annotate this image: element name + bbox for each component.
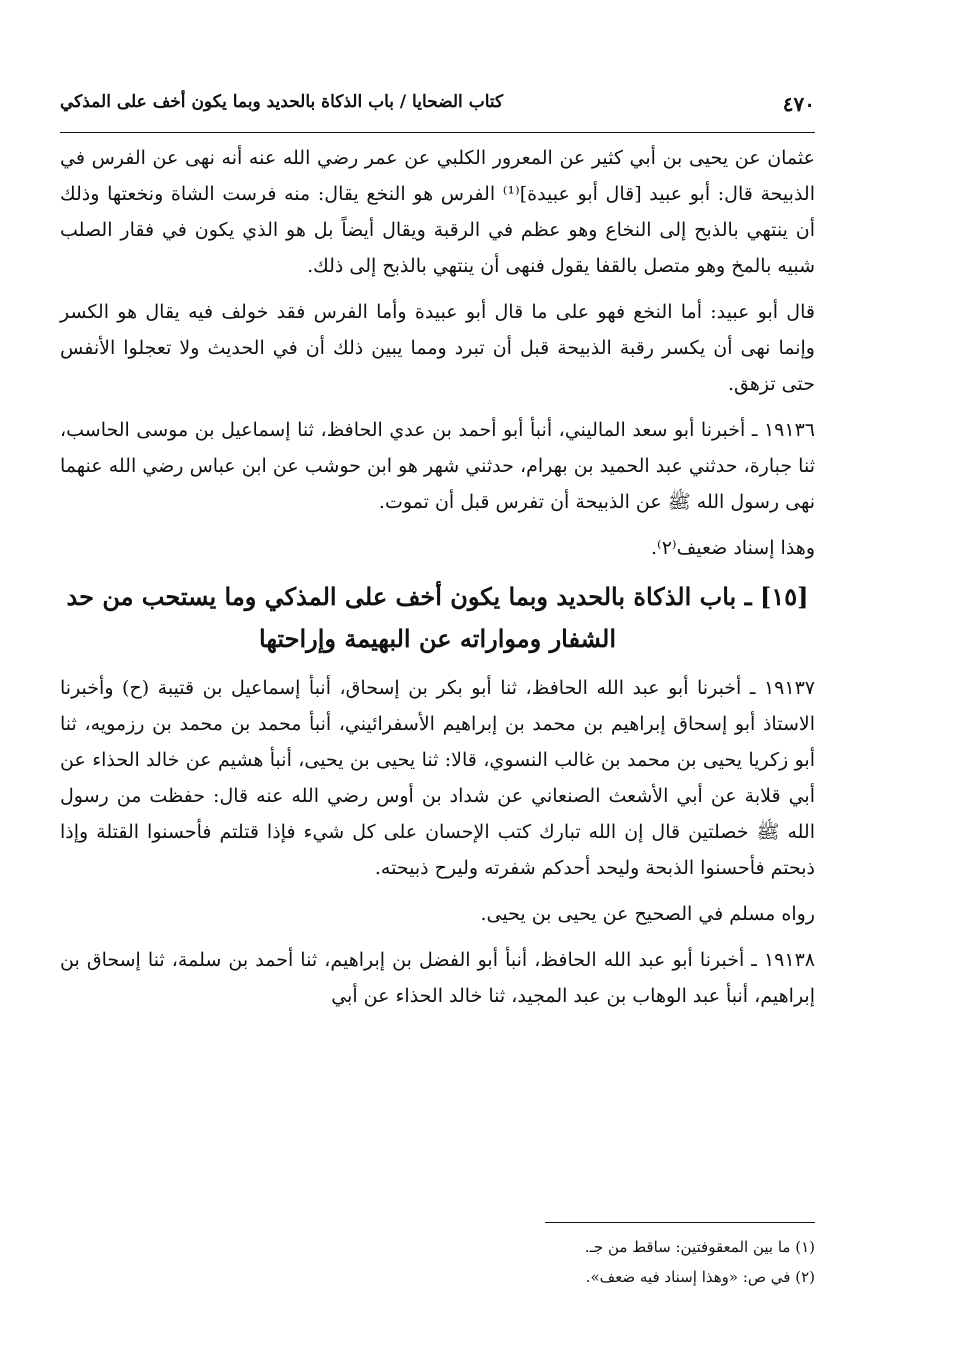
footnote: (٢) في ص: «وهذا إسناد فيه ضعف».: [585, 1268, 815, 1286]
page-header: [60, 92, 815, 133]
page-number: ٤٧٠: [782, 92, 815, 116]
paragraph: عثمان عن يحيى بن أبي كثير عن المعرور الكلبي عن عمر رضي الله عنه أنه نهى عن الفرس في الذبيحة قال: أبو عبيد [قال أبو عبيدة]⁽¹⁾ الفرس هو النخع يقال: منه فرست الشاة ونخعتها وذلك أن ينتهي بالذبح إلى النخاع وهو عظم في الرقبة ويقال أيضاً بل هو الذي يكون في فقار الصلب شبيه بالمخ وهو متصل بالقفا يقول فنهى أن ينتهي بالذبح إلى ذلك.: [60, 147, 815, 277]
footnote: (١) ما بين المعقوفتين: ساقط من جـ.: [584, 1238, 815, 1256]
paragraph: وهذا إسناد ضعيف⁽٢⁾.: [650, 537, 815, 559]
paragraph: رواه مسلم في الصحيح عن يحيى بن يحيى.: [480, 903, 815, 925]
footnotes: [60, 1232, 815, 1292]
running-title: كتاب الضحايا / باب الذكاة بالحديد وبما يكون أخف على المذكي: [60, 92, 504, 112]
main-text: [60, 140, 815, 1024]
paragraph: قال أبو عبيد: أما النخع فهو على ما قال أبو عبيدة وأما الفرس فقد خولف فيه يقال هو الكسر وإنما نهى أن يكسر رقبة الذبيحة قبل أن تبرد ومما يبين ذلك أن في الحديث ولا تعجلوا الأنفس حتى تزهق.: [60, 301, 815, 395]
hadith-paragraph: ١٩١٣٦ ـ أخبرنا أبو سعد الماليني، أنبأ أبو أحمد بن عدي الحافظ، ثنا إسماعيل بن موسى الحاسب، ثنا جبارة، حدثني عبد الحميد بن بهرام، حدثني شهر هو ابن حوشب عن ابن عباس رضي الله عنهما نهى رسول الله ﷺ عن الذبيحة أن تفرس قبل أن تموت.: [60, 419, 815, 513]
hadith-paragraph: ١٩١٣٧ ـ أخبرنا أبو عبد الله الحافظ، ثنا أبو بكر بن إسحاق، أنبأ إسماعيل بن قتيبة (ح) وأخبرنا الاستاذ أبو إسحاق إبراهيم بن محمد بن إبراهيم الأسفرائيني، أنبأ محمد بن محمد بن رزمويه، ثنا أبو زكريا يحيى بن محمد بن غالب النسوي، قالا: ثنا يحيى بن يحيى، أنبأ هشيم عن خالد الحذاء عن أبي قلابة عن أبي الأشعث الصنعاني عن شداد بن أوس رضي الله عنه قال: حفظت من رسول الله ﷺ خصلتين قال إن الله تبارك كتب الإحسان على كل شيء فإذا قتلتم فأحسنوا القتلة وإذا ذبحتم فأحسنوا الذبحة وليحد أحدكم شفرته وليرح ذبيحته.: [60, 677, 815, 879]
section-heading: [١٥] ـ باب الذكاة بالحديد وبما يكون أخف على المذكي وما يستحب من حد الشفار ومواراته عن البهيمة وإراحتها: [66, 582, 809, 653]
hadith-paragraph: ١٩١٣٨ ـ أخبرنا أبو عبد الله الحافظ، أنبأ أبو الفضل بن إبراهيم، ثنا أحمد بن سلمة، ثنا إسحاق بن إبراهيم، أنبأ عبد الوهاب بن عبد المجيد، ثنا خالد الحذاء عن أبي: [60, 949, 815, 1007]
footnote-divider: [545, 1222, 815, 1223]
